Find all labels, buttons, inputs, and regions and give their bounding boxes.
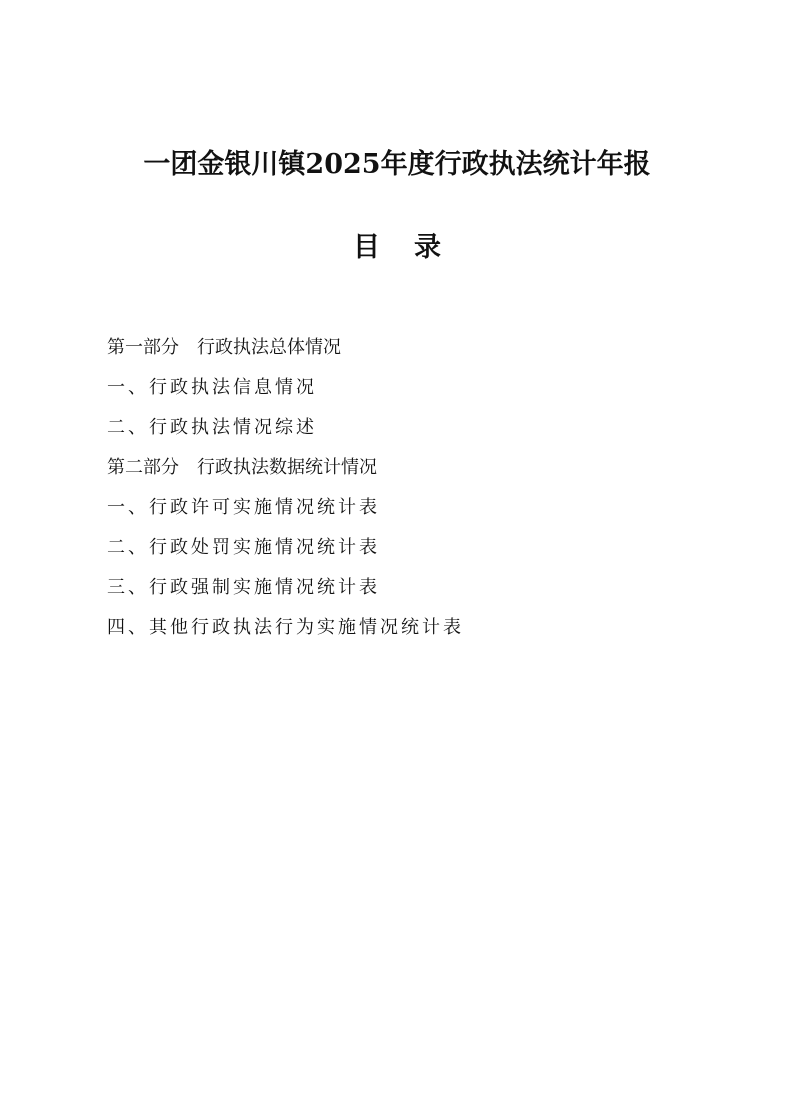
toc-heading-left: 目 — [353, 232, 380, 263]
toc-part-1 — [107, 335, 341, 361]
toc-part-2-title: 行政执法数据统计情况 — [197, 457, 377, 478]
toc-item-part2-4: 四、其他行政执法行为实施情况统计表 — [107, 617, 464, 638]
toc-item-part1-1: 一、行政执法信息情况 — [107, 377, 317, 398]
toc-heading-right: 录 — [414, 232, 441, 263]
document-title: 一团金银川镇2025年度行政执法统计年报 — [143, 149, 651, 180]
toc-part-2-number: 第二部分 — [107, 457, 179, 478]
toc-part-1-title: 行政执法总体情况 — [197, 337, 341, 358]
table-of-contents — [107, 0, 747, 1108]
toc-item-part2-1: 一、行政许可实施情况统计表 — [107, 497, 380, 518]
toc-part-2 — [107, 455, 377, 481]
toc-part-1-number: 第一部分 — [107, 337, 179, 358]
toc-item-part2-3: 三、行政强制实施情况统计表 — [107, 577, 380, 598]
toc-item-part2-2: 二、行政处罚实施情况统计表 — [107, 537, 380, 558]
toc-item-part1-2: 二、行政执法情况综述 — [107, 417, 317, 438]
